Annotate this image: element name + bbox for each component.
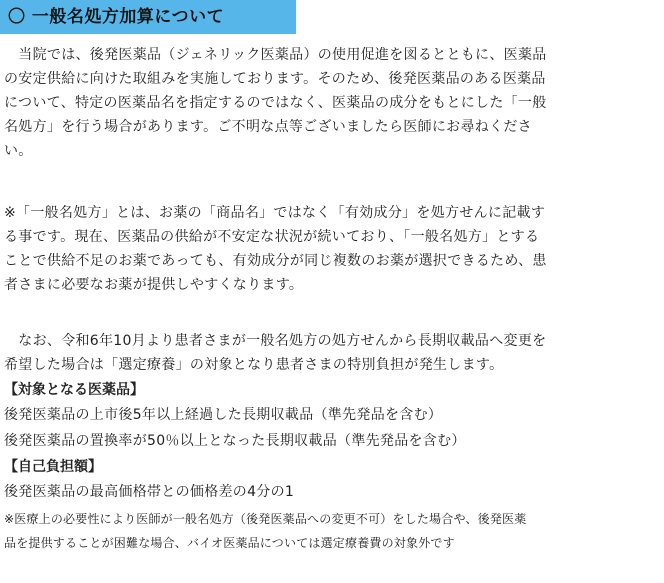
intro-line: 当院では、後発医薬品（ジェネリック医薬品）の使用促進を図るとともに、医薬品: [4, 47, 547, 63]
note-line: る事です。現在、医薬品の供給が不安定な状況が続いており、「一般名処方」とする: [4, 229, 540, 245]
footnote: [4, 507, 526, 555]
note-line: ことで供給不足のお薬であっても、有効成分が同じ複数のお薬が選択できるため、患: [4, 253, 547, 269]
notice-line: 希望した場合は「選定療養」の対象となり患者さまの特別負担が発生します。: [4, 357, 504, 373]
intro-paragraph: [4, 43, 604, 163]
intro-line: 名処方」を行う場合があります。ご不明な点等ございましたら医師にお尋ねくださ: [4, 119, 532, 135]
note-paragraph: [4, 201, 604, 297]
footnote-line: ※医療上の必要性により医師が一般名処方（後発医薬品への変更不可）をした場合や、後発医薬: [4, 512, 527, 526]
notice-paragraph: [4, 329, 604, 377]
intro-line: について、特定の医薬品名を指定するのではなく、医薬品の成分をもとにした「一般: [4, 95, 547, 111]
target-heading: 【対象となる医薬品】: [4, 382, 144, 398]
target-item: 後発医薬品の置換率が50％以上となった長期収載品（準先発品を含む）: [4, 433, 466, 449]
note-line: 者さまに必要なお薬が提供しやすくなります。: [4, 277, 304, 293]
footnote-line: 品を提供することが困難な場合、バイオ医薬品については選定療養費の対象外です: [4, 536, 455, 550]
target-item: 後発医薬品の上市後5年以上経過した長期収載品（準先発品を含む）: [4, 407, 443, 423]
page-title: 〇 一般名処方加算について: [8, 7, 225, 27]
notice-line: なお、令和6年10月より患者さまが一般名処方の処方せんから長期収載品へ変更を: [4, 333, 547, 349]
note-line: ※「一般名処方」とは、お薬の「商品名」ではなく「有効成分」を処方せんに記載す: [4, 205, 546, 221]
copay-heading: 【自己負担額】: [4, 459, 102, 475]
intro-line: い。: [4, 143, 33, 159]
intro-line: の安定供給に向けた取組みを実施しております。そのため、後発医薬品のある医薬品: [4, 71, 546, 87]
copay-item: 後発医薬品の最高価格帯との価格差の4分の1: [4, 484, 295, 500]
